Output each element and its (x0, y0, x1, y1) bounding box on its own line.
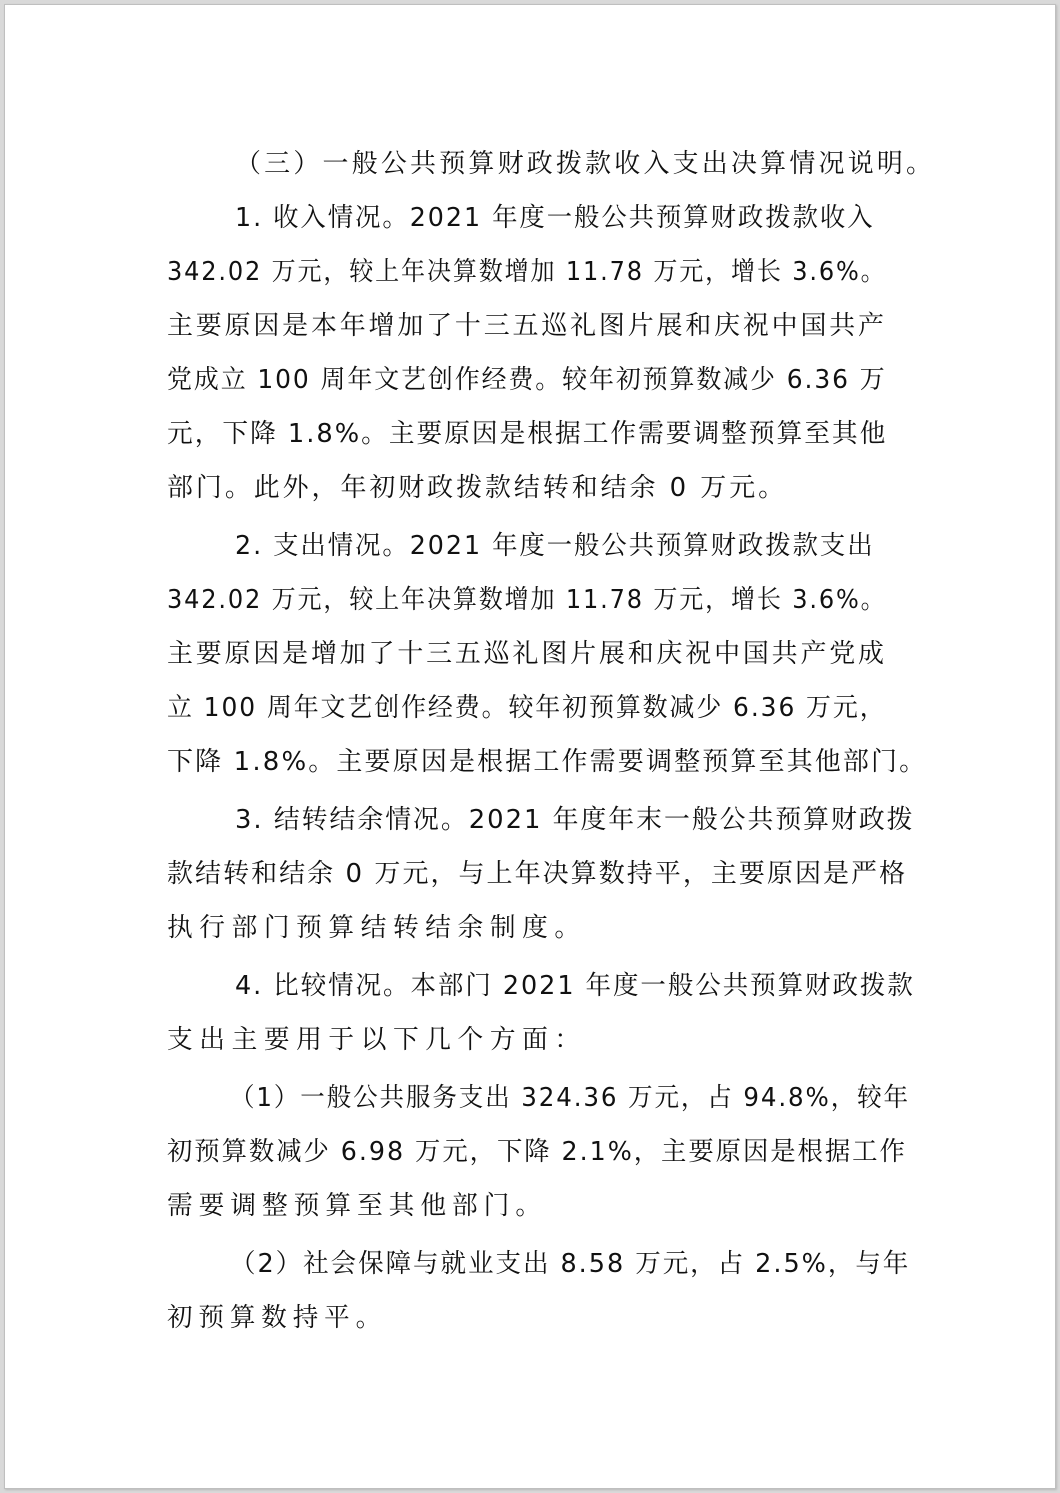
paragraph-line: （1）一般公共服务支出 324.36 万元，占 94.8%，较年 (230, 1083, 910, 1113)
paragraph-line: 款结转和结余 0 万元，与上年决算数持平，主要原因是严格 (167, 859, 908, 889)
paragraph-line: 支出主要用于以下几个方面： (167, 1025, 587, 1055)
section-heading: （三）一般公共预算财政拨款收入支出决算情况说明。 (235, 149, 936, 179)
paragraph-line: 3. 结转结余情况。2021 年度年末一般公共预算财政拨 (235, 805, 915, 835)
document-page (4, 4, 1056, 1489)
paragraph-line: 需要调整预算至其他部门。 (167, 1191, 548, 1221)
paragraph-line: 元，下降 1.8%。主要原因是根据工作需要调整预算至其他 (167, 419, 888, 449)
paragraph-line: 执行部门预算结转结余制度。 (167, 913, 587, 943)
paragraph-line: 主要原因是增加了十三五巡礼图片展和庆祝中国共产党成 (167, 639, 887, 669)
paragraph-line: 2. 支出情况。2021 年度一般公共预算财政拨款支出 (235, 531, 875, 561)
paragraph-line: 党成立 100 周年文艺创作经费。较年初预算数减少 6.36 万 (167, 365, 887, 395)
paragraph-line: （2）社会保障与就业支出 8.58 万元，占 2.5%，与年 (230, 1249, 911, 1279)
paragraph-line: 初预算数持平。 (167, 1303, 388, 1333)
paragraph-line: 立 100 周年文艺创作经费。较年初预算数减少 6.36 万元， (167, 693, 887, 723)
paragraph-line: 4. 比较情况。本部门 2021 年度一般公共预算财政拨款 (235, 971, 915, 1001)
paragraph-line: 342.02 万元，较上年决算数增加 11.78 万元，增长 3.6%。 (167, 585, 887, 615)
paragraph-line: 342.02 万元，较上年决算数增加 11.78 万元，增长 3.6%。 (167, 257, 887, 287)
paragraph-line: 1. 收入情况。2021 年度一般公共预算财政拨款收入 (235, 203, 875, 233)
paragraph-line: 初预算数减少 6.98 万元，下降 2.1%，主要原因是根据工作 (167, 1137, 907, 1167)
paragraph-line: 部门。此外，年初财政拨款结转和结余 0 万元。 (167, 473, 788, 503)
paragraph-line: 主要原因是本年增加了十三五巡礼图片展和庆祝中国共产 (167, 311, 887, 341)
paragraph-line: 下降 1.8%。主要原因是根据工作需要调整预算至其他部门。 (167, 747, 928, 777)
